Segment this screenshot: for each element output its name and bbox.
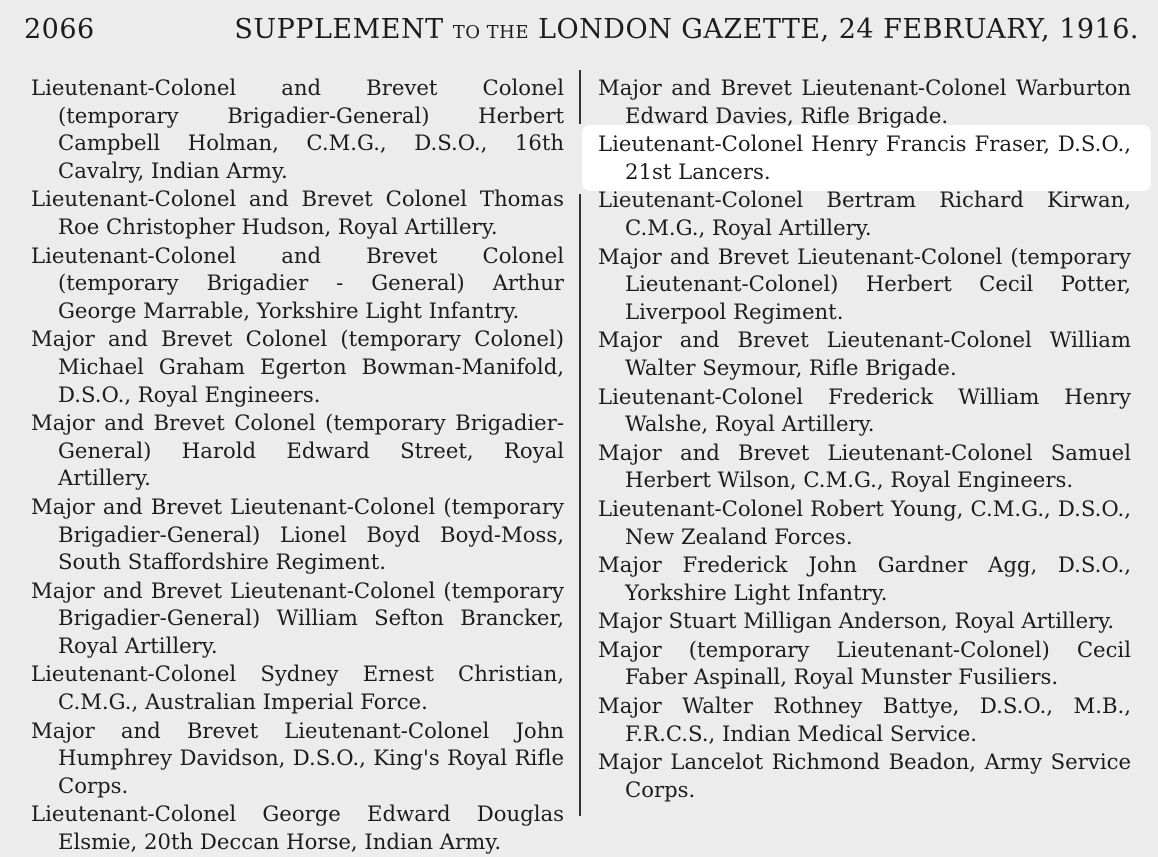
list-item: Lieutenant-Colonel George Edward Douglas Elsmie, 20th Deccan Horse, Indian Army. [31, 801, 564, 855]
list-item: Major Walter Rothney Battye, D.S.O., M.B., F.R.C.S., Indian Medical Service. [598, 693, 1131, 746]
list-item: Major and Brevet Lieutenant-Colonel Samuel Herbert Wilson, C.M.G., Royal Engineers. [598, 439, 1131, 493]
page-header [24, 14, 1139, 54]
list-item: Major and Brevet Lieutenant-Colonel (temporary Brigadier-General) William Sefton Brancker, Royal Artillery. [31, 577, 564, 658]
list-item: Major Lancelot Richmond Beadon, Army Service Corps. [598, 749, 1131, 802]
list-item: Major Stuart Milligan Anderson, Royal Artillery. [598, 608, 1115, 634]
list-item: Major and Brevet Lieutenant-Colonel Warburton Edward Davies, Rifle Brigade. [598, 75, 1131, 128]
highlighted-list-item: Lieutenant-Colonel Henry Francis Fraser, D.S.O., 21st Lancers. [598, 131, 1131, 184]
page-number: 2066 [24, 14, 95, 45]
right-column [598, 74, 1131, 804]
list-item: Lieutenant-Colonel Bertram Richard Kirwan, C.M.G., Royal Artillery. [598, 187, 1131, 240]
list-item: Major and Brevet Colonel (temporary Colonel) Michael Graham Egerton Bowman-Manifold, D.S.O., Royal Engineers. [31, 326, 564, 407]
list-item: Major and Brevet Lieutenant-Colonel John Humphrey Davidson, D.S.O., King's Royal Rifle Corps. [31, 717, 564, 798]
list-item: Major and Brevet Lieutenant-Colonel William Walter Seymour, Rifle Brigade. [598, 327, 1131, 380]
list-item: Major (temporary Lieutenant-Colonel) Cecil Faber Aspinall, Royal Munster Fusiliers. [598, 636, 1131, 690]
title-suffix: LONDON GAZETTE, 24 FEBRUARY, 1916. [538, 14, 1139, 45]
list-item: Major and Brevet Lieutenant-Colonel (temporary Brigadier-General) Lionel Boyd Boyd-Moss, South Staffordshire Regiment. [31, 493, 564, 575]
left-column [31, 74, 564, 857]
list-item: Lieutenant-Colonel and Brevet Colonel (temporary Brigadier - General) Arthur George Marrable, Yorkshire Light Infantry. [31, 242, 564, 323]
gazette-title [234, 14, 1139, 45]
list-item: Lieutenant-Colonel and Brevet Colonel Thomas Roe Christopher Hudson, Royal Artillery. [31, 186, 564, 239]
list-item: Major and Brevet Lieutenant-Colonel (temporary Lieutenant-Colonel) Herbert Cecil Potter, Liverpool Regiment. [598, 243, 1131, 324]
list-item: Lieutenant-Colonel Frederick William Henry Walshe, Royal Artillery. [598, 383, 1131, 437]
list-item: Lieutenant-Colonel Robert Young, C.M.G., D.S.O., New Zealand Forces. [598, 495, 1131, 549]
list-item: Major Frederick John Gardner Agg, D.S.O., Yorkshire Light Infantry. [598, 552, 1131, 605]
list-item: Lieutenant-Colonel Sydney Ernest Christian, C.M.G., Australian Imperial Force. [31, 661, 564, 715]
list-item: Lieutenant-Colonel and Brevet Colonel (temporary Brigadier-General) Herbert Campbell Holman, C.M.G., D.S.O., 16th Cavalry, Indian Army. [31, 75, 564, 183]
list-item: Major and Brevet Colonel (temporary Brigadier-General) Harold Edward Street, Royal Artillery. [31, 410, 564, 491]
title-connector: TO THE [452, 22, 530, 43]
title-prefix: SUPPLEMENT [234, 14, 444, 45]
